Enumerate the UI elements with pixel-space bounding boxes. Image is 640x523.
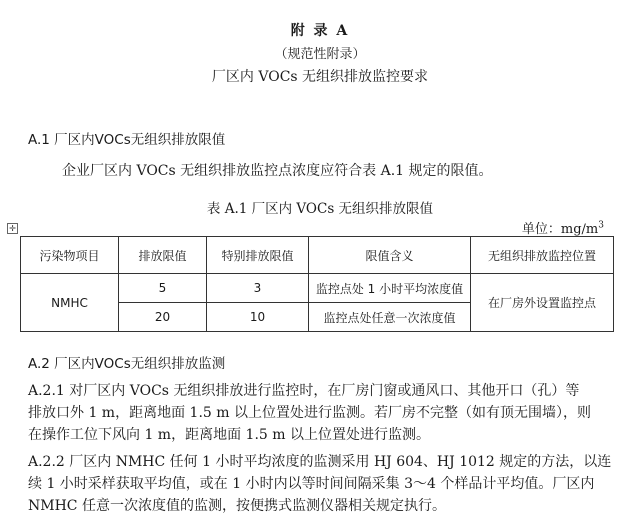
section-a1-paragraph: 企业厂区内 VOCs 无组织排放监控点浓度应符合表 A.1 规定的限值。 [62,163,493,179]
paragraph-a22-line3: NMHC 任意一次浓度值的监测，按便携式监测仪器相关规定执行。 [28,498,446,514]
table-caption: 表 A.1 厂区内 VOCs 无组织排放限值 [206,201,434,217]
header-limit: 排放限值 [119,237,207,274]
section-a1-heading: A.1 厂区内VOCs无组织排放限值 [28,132,226,148]
table-header-row [21,237,614,274]
paragraph-a21-line3: 在操作工位下风向 1 m，距离地面 1.5 m 以上位置处进行监测。 [28,427,430,443]
paragraph-a21-line1: A.2.1 对厂区内 VOCs 无组织排放进行监控时，在厂房门窗或通风口、其他开口（孔）等 [28,383,580,399]
special-limit-cell: 3 [207,274,309,303]
limits-table [20,236,614,332]
header-location: 无组织排放监控位置 [471,237,614,274]
appendix-label: 附 录 A [290,23,350,39]
section-a2-heading: A.2 厂区内VOCs无组织排放监测 [28,356,226,372]
paragraph-a22-line2: 续 1 小时采样获取平均值，或在 1 小时内以等时间间隔采集 3～4 个样品计平均值。厂区内 [28,476,595,492]
pollutant-cell: NMHC [21,274,119,332]
meaning-cell: 监控点处 1 小时平均浓度值 [309,274,471,303]
appendix-nature: （规范性附录） [274,47,366,62]
table-unit: 单位：$mg/m^3$ [521,220,604,237]
table-row [21,274,614,303]
paragraph-a21-line2: 排放口外 1 m，距离地面 1.5 m 以上位置处进行监测。若厂房不完整（如有顶无围墙），则 [28,405,591,421]
location-cell: 在厂房外设置监控点 [471,274,614,332]
move-handle-icon[interactable]: ✛ [7,223,18,234]
limit-cell: 5 [119,274,207,303]
limit-cell: 20 [119,303,207,332]
unit-superscript: 3 [598,220,604,231]
paragraph-a22-line1: A.2.2 厂区内 NMHC 任何 1 小时平均浓度的监测采用 HJ 604、HJ 1012 规定的方法，以连 [28,454,612,470]
header-pollutant: 污染物项目 [21,237,119,274]
special-limit-cell: 10 [207,303,309,332]
header-special-limit: 特别排放限值 [207,237,309,274]
header-meaning: 限值含义 [309,237,471,274]
appendix-title: 厂区内 VOCs 无组织排放监控要求 [211,69,429,85]
meaning-cell: 监控点处任意一次浓度值 [309,303,471,332]
